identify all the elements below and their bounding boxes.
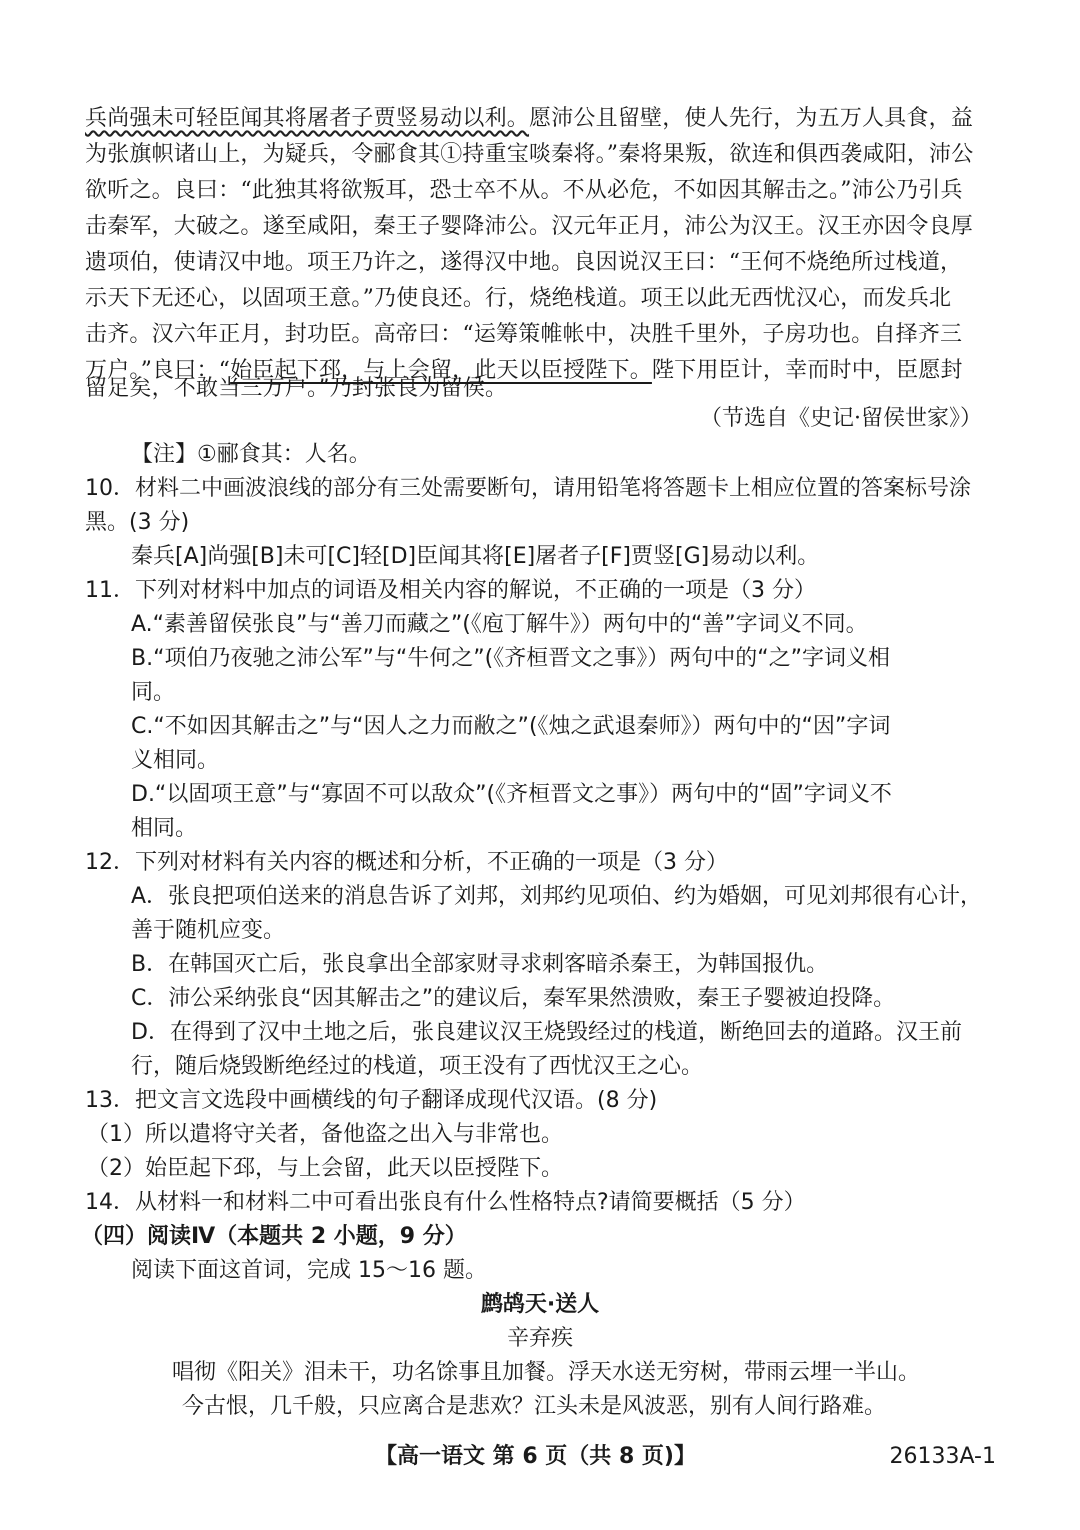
passage-line-7: 击齐。汉六年正月，封功臣。高帝曰：“运筹策帷帐中，决胜千里外，子房功也。自择齐三 (85, 322, 963, 347)
passage-line-1 (85, 104, 997, 134)
q12-option-b: B．在韩国灭亡后，张良拿出全部家财寻求刺客暗杀秦王，为韩国报仇。 (131, 952, 829, 977)
q11-option-c-line2: 义相同。 (131, 748, 220, 773)
q10-stem-line1: 10．材料二中画波浪线的部分有三处需要断句，请用铅笔将答题卡上相应位置的答案标号涂 (85, 476, 971, 501)
q11-stem: 11．下列对材料中加点的词语及相关内容的解说，不正确的一项是（3 分） (85, 578, 816, 603)
q12-option-a-line1: A．张良把项伯送来的消息告诉了刘邦，刘邦约见项伯、约为婚姻，可见刘邦很有心计， (131, 884, 983, 909)
passage-line-2: 为张旗帜诸山上，为疑兵，令郦食其①持重宝啖秦将。”秦将果叛，欲连和俱西袭咸阳，沛公 (85, 142, 974, 167)
passage-line-4: 击秦军，大破之。遂至咸阳，秦王子婴降沛公。汉元年正月，沛公为汉王。汉王亦因令良厚 (85, 214, 974, 239)
q10-answer-markers: 秦兵[A]尚强[B]未可[C]轻[D]臣闻其将[E]屠者子[F]贾竖[G]易动以利。 (131, 544, 820, 569)
passage-line-3: 欲听之。良曰：“此独其将欲叛耳，恐士卒不从。不从必危，不如因其解击之。”沛公乃引兵 (85, 178, 963, 203)
poem-line-2: 今古恨，几千般，只应离合是悲欢？江头未是风波恶，别有人间行路难。 (181, 1394, 886, 1419)
q14-stem: 14．从材料一和材料二中可看出张良有什么性格特点?请简要概括（5 分） (85, 1190, 806, 1215)
wavy-underlined-sentence: 兵尚强未可轻臣闻其将屠者子贾竖易动以利。 (85, 106, 530, 131)
source-citation: （节选自《史记·留侯世家》） (700, 406, 982, 431)
q13-sentence-2: （2）始臣起下邳，与上会留，此天以臣授陛下。 (87, 1156, 563, 1181)
passage-line-5: 遗项伯，使请汉中地。项王乃许之，遂得汉中地。良因说汉王曰：“王何不烧绝所过栈道， (85, 250, 963, 275)
q11-option-d-line2: 相同。 (131, 816, 198, 841)
poem-title: 鹧鸪天·送人 (480, 1292, 600, 1317)
passage-line-1-rest: 愿沛公且留壁，使人先行，为五万人具食，益 (529, 106, 974, 131)
passage-line-8-pre: 万户。”良曰：“ (85, 358, 231, 383)
page-footer: 【高一语文 第 6 页（共 8 页)】 (375, 1444, 696, 1469)
q11-option-d-line1: D.“以固项王意”与“寡固不可以敌众”(《齐桓晋文之事》）两句中的“固”字词义不 (131, 782, 892, 807)
passage-line-9: 留足矣，不敢当三万户。”乃封张良为留侯。 (85, 376, 508, 401)
q13-stem: 13．把文言文选段中画横线的句子翻译成现代汉语。(8 分) (85, 1088, 658, 1113)
q11-option-a: A.“素善留侯张良”与“善刀而藏之”(《庖丁解牛》）两句中的“善”字词义不同。 (131, 612, 868, 637)
passage-line-8-rest: 陛下用臣计，幸而时中，臣愿封 (651, 358, 963, 383)
q11-option-c-line1: C.“不如因其解击之”与“因人之力而敝之”(《烛之武退秦师》）两句中的“因”字词 (131, 714, 891, 739)
q13-sentence-1: （1）所以遣将守关者，备他盗之出入与非常也。 (87, 1122, 563, 1147)
exam-code: 26133A-1 (889, 1444, 996, 1469)
q12-option-d-line2: 行，随后烧毁断绝经过的栈道，项王没有了西忧汉王之心。 (131, 1054, 704, 1079)
poem-author: 辛弃疾 (506, 1326, 573, 1351)
q12-option-a-line2: 善于随机应变。 (131, 918, 286, 943)
underlined-sentence: 始臣起下邳，与上会留，此天以臣授陛下。 (230, 358, 652, 383)
q10-stem-line2: 黑。(3 分) (85, 510, 190, 535)
section-4-intro: 阅读下面这首词，完成 15～16 题。 (131, 1258, 487, 1283)
q11-option-b-line2: 同。 (131, 680, 176, 705)
q12-stem: 12．下列对材料有关内容的概述和分析，不正确的一项是（3 分） (85, 850, 728, 875)
q11-option-b-line1: B.“项伯乃夜驰之沛公军”与“牛何之”(《齐桓晋文之事》）两句中的“之”字词义相 (131, 646, 891, 671)
q12-option-c: C．沛公采纳张良“因其解击之”的建议后，秦军果然溃败，秦王子婴被迫投降。 (131, 986, 896, 1011)
poem-line-1: 唱彻《阳关》泪未干，功名馀事且加餐。浮天水送无穷树，带雨云埋一半山。 (171, 1360, 920, 1385)
q12-option-d-line1: D．在得到了汉中土地之后，张良建议汉王烧毁经过的栈道，断绝回去的道路。汉王前 (131, 1020, 962, 1045)
passage-line-6: 示天下无还心，以固项王意。”乃使良还。行，烧绝栈道。项王以此无西忧汉心，而发兵北 (85, 286, 952, 311)
section-4-heading: （四）阅读Ⅳ（本题共 2 小题，9 分） (81, 1224, 467, 1249)
footnote: 【注】①郦食其：人名。 (131, 442, 371, 467)
